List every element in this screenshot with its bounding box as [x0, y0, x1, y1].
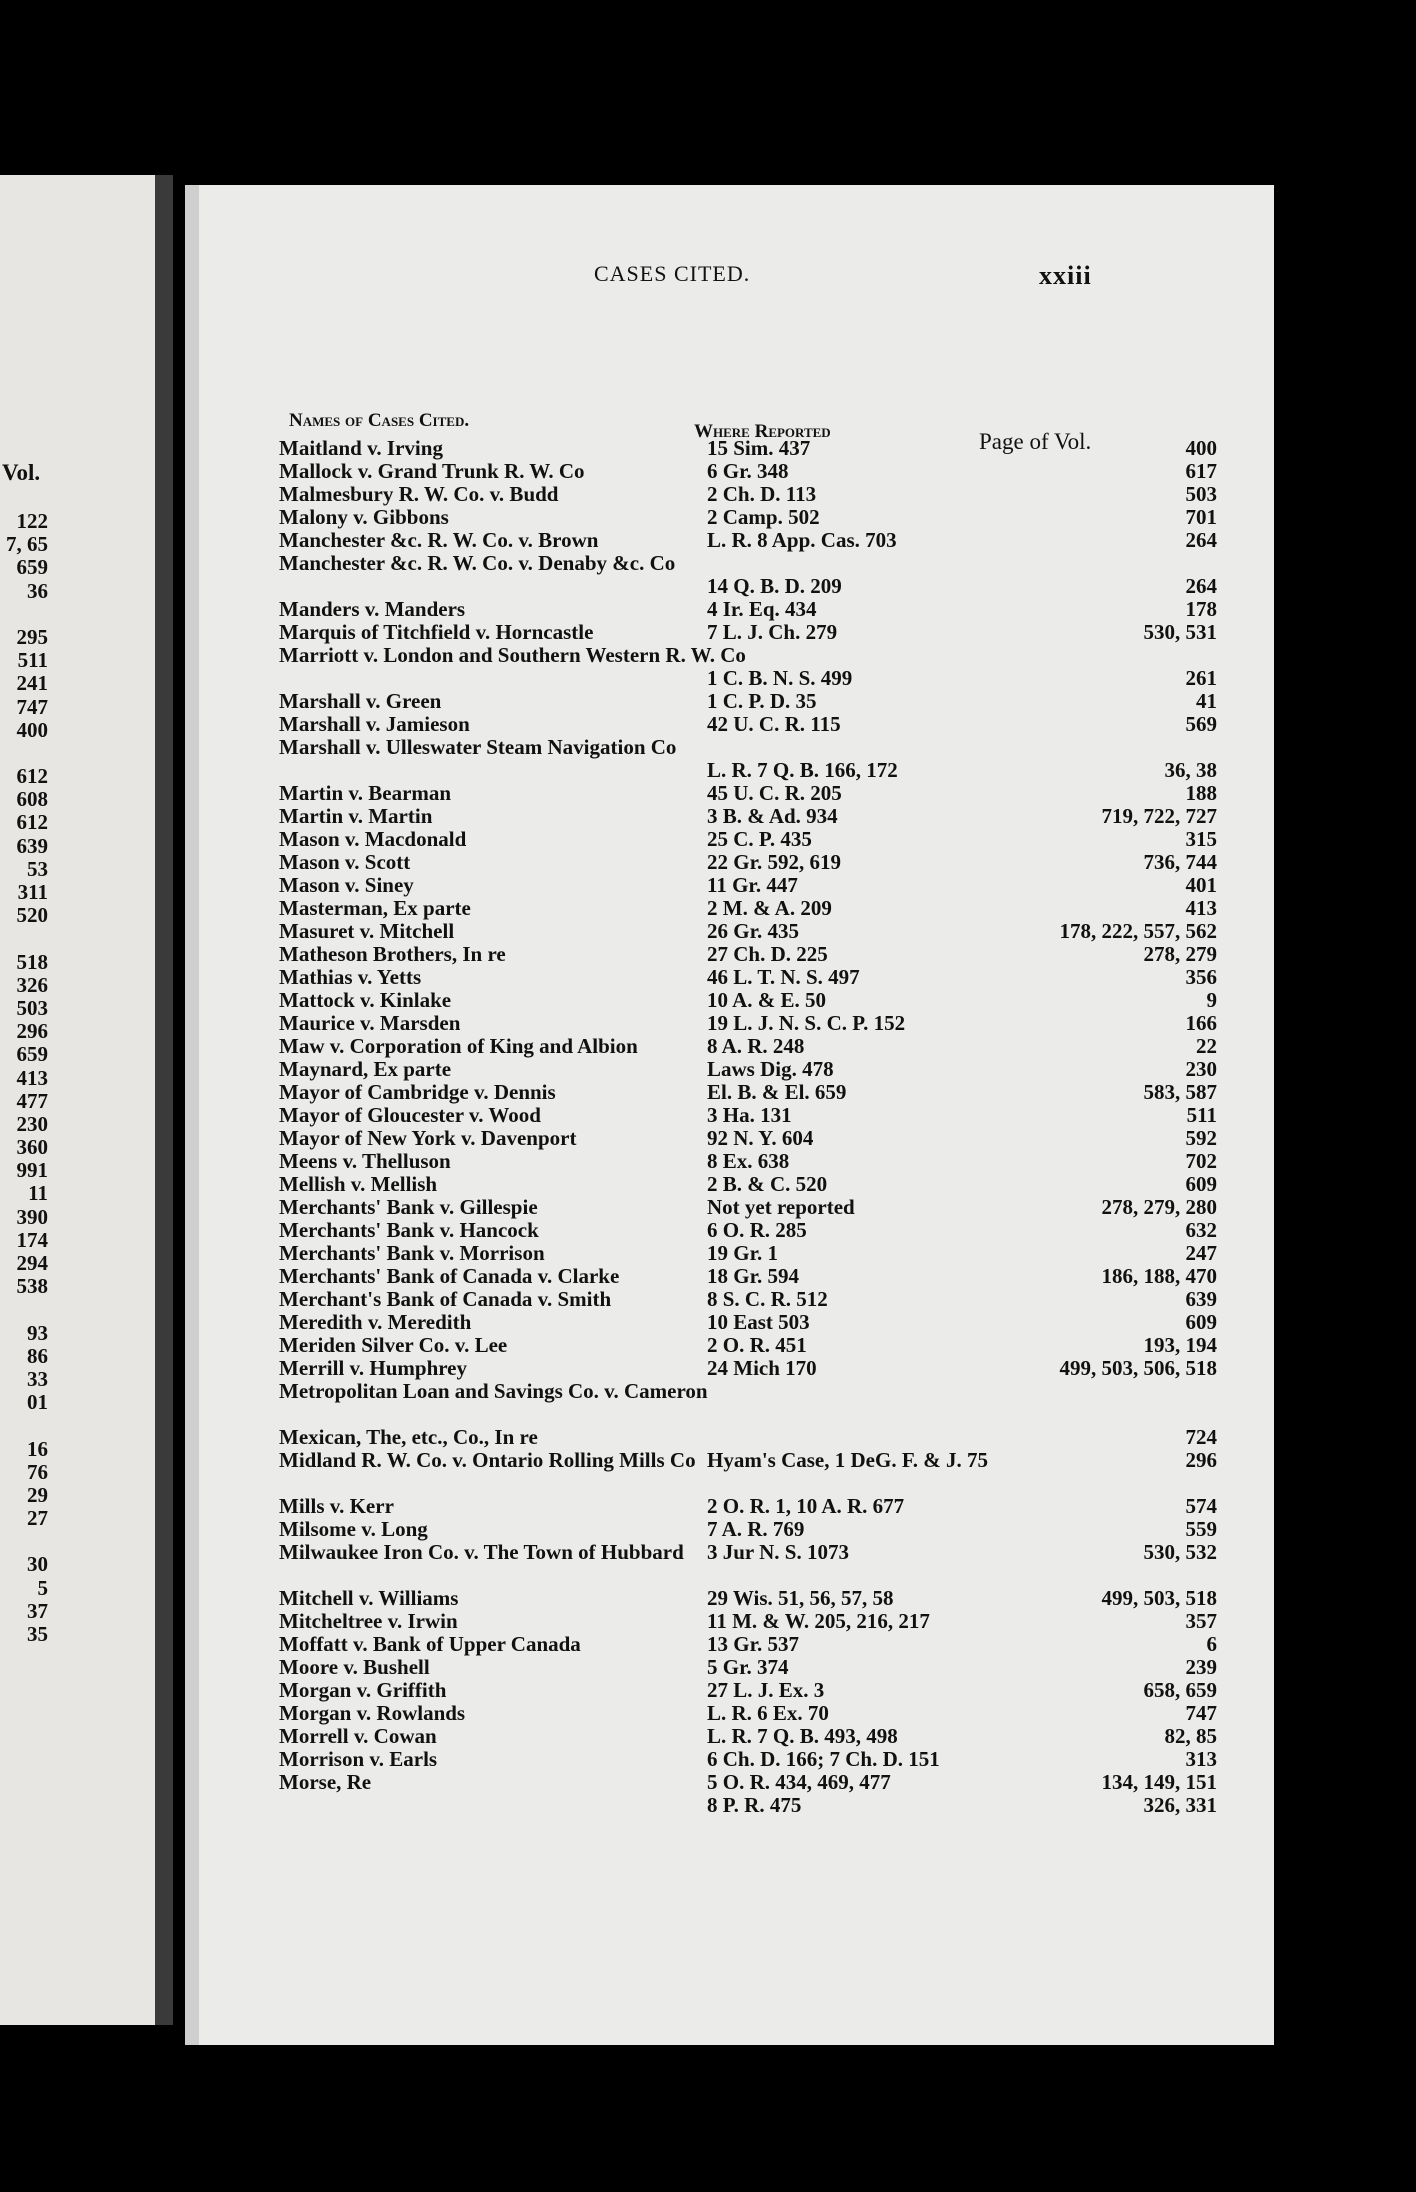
case-row: [279, 942, 1217, 966]
case-name: Mills v. Kerr: [279, 1494, 394, 1518]
case-row: [279, 988, 1217, 1012]
case-row: [279, 965, 1217, 989]
case-page-of-vol: 701: [1185, 505, 1217, 529]
case-page-of-vol: 499, 503, 506, 518: [1059, 1356, 1217, 1380]
facing-page-number: 390: [16, 1204, 48, 1229]
case-page-of-vol: 315: [1185, 827, 1217, 851]
case-where-reported: Laws Dig. 478: [707, 1057, 834, 1081]
case-row: [279, 1609, 1217, 1633]
case-row: [279, 735, 1217, 782]
facing-page-number: 503: [16, 995, 48, 1020]
case-row: [279, 1310, 1217, 1334]
case-page-of-vol: 724: [1185, 1425, 1217, 1449]
case-row: [279, 689, 1217, 713]
case-where-reported: Hyam's Case, 1 DeG. F. & J. 75: [707, 1448, 988, 1472]
case-where-reported: 6 O. R. 285: [707, 1218, 807, 1242]
case-where-reported: 26 Gr. 435: [707, 919, 799, 943]
facing-page-number: 76: [27, 1459, 48, 1484]
case-row: [279, 1380, 1209, 1426]
case-row: [279, 1586, 1217, 1610]
case-name: Martin v. Bearman: [279, 781, 452, 805]
case-name: Masterman, Ex parte: [279, 896, 471, 920]
case-where-reported: 7 L. J. Ch. 279: [707, 620, 838, 644]
case-page-of-vol: 41: [1196, 689, 1217, 713]
case-row: [279, 1540, 1217, 1587]
case-row: [279, 1425, 1217, 1449]
case-row: [279, 1356, 1217, 1380]
case-name: Moore v. Bushell: [279, 1655, 430, 1679]
case-name: Merchants' Bank of Canada v. Clarke: [279, 1264, 620, 1288]
case-page-of-vol: 278, 279: [1143, 942, 1217, 966]
case-page-of-vol: 239: [1185, 1655, 1217, 1679]
case-where-reported: 8 A. R. 248: [707, 1034, 805, 1058]
book-page: [185, 185, 1274, 2045]
case-where-reported: 4 Ir. Eq. 434: [707, 597, 817, 621]
facing-page-number: 11: [28, 1181, 48, 1206]
case-page-of-vol: 747: [1185, 1701, 1217, 1725]
case-name: Malmesbury R. W. Co. v. Budd: [279, 482, 559, 506]
facing-page-number: 747: [16, 694, 48, 719]
case-where-reported: 22 Gr. 592, 619: [707, 850, 841, 874]
case-page-of-vol: 357: [1185, 1609, 1217, 1633]
case-name: Mason v. Scott: [279, 850, 411, 874]
case-name: Martin v. Martin: [279, 804, 433, 828]
case-name: Marquis of Titchfield v. Horncastle: [279, 620, 594, 644]
case-where-reported: 7 A. R. 769: [707, 1517, 805, 1541]
case-page-of-vol: 530, 531: [1143, 620, 1217, 644]
case-row: [279, 459, 1217, 483]
facing-page-number: 93: [27, 1320, 48, 1345]
case-name: Malony v. Gibbons: [279, 505, 449, 529]
case-where-reported: 45 U. C. R. 205: [707, 781, 842, 805]
case-page-of-vol: 6: [1206, 1632, 1217, 1656]
case-name: Morrell v. Cowan: [279, 1724, 437, 1748]
case-name: Mayor of Gloucester v. Wood: [279, 1103, 541, 1127]
cases-table: [279, 436, 1217, 1817]
case-where-reported: 3 Jur N. S. 1073: [707, 1540, 849, 1564]
case-page-of-vol: 82, 85: [1164, 1724, 1217, 1748]
case-page-of-vol: 22: [1196, 1034, 1217, 1058]
case-row: [279, 1080, 1217, 1104]
case-name: Mason v. Macdonald: [279, 827, 467, 851]
case-where-reported: 24 Mich 170: [707, 1356, 817, 1380]
case-row: [279, 1701, 1217, 1725]
case-name: Moffatt v. Bank of Upper Canada: [279, 1632, 581, 1656]
case-name: Meens v. Thelluson: [279, 1149, 451, 1173]
case-row: [279, 1149, 1217, 1173]
facing-page-number: 538: [16, 1274, 48, 1299]
case-row: [279, 1632, 1217, 1656]
case-where-reported: 19 Gr. 1: [707, 1241, 778, 1265]
case-where-reported: 6 Gr. 348: [707, 459, 789, 483]
case-name: Matheson Brothers, In re: [279, 942, 506, 966]
case-name: Maitland v. Irving: [279, 436, 443, 460]
case-where-reported: 2 Camp. 502: [707, 505, 820, 529]
case-name: Masuret v. Mitchell: [279, 919, 455, 943]
case-name: Manchester &c. R. W. Co. v. Brown: [279, 528, 599, 552]
case-page-of-vol: 736, 744: [1143, 850, 1217, 874]
case-name: Marshall v. Green: [279, 689, 442, 713]
case-where-reported: 25 C. P. 435: [707, 827, 812, 851]
case-name: Merchants' Bank v. Gillespie: [279, 1195, 538, 1219]
case-page-of-vol: 413: [1185, 896, 1217, 920]
case-name: Mason v. Siney: [279, 873, 414, 897]
case-row: [279, 827, 1217, 851]
case-row: [279, 620, 1217, 644]
case-row: [279, 1655, 1217, 1679]
case-page-of-vol: 193, 194: [1143, 1333, 1217, 1357]
case-row: [279, 1264, 1217, 1288]
facing-page-number: 608: [16, 787, 48, 812]
case-where-reported: 15 Sim. 437: [707, 436, 811, 460]
case-name: Morgan v. Rowlands: [279, 1701, 466, 1725]
facing-page-number: 53: [27, 856, 48, 881]
facing-page-number: 413: [16, 1065, 48, 1090]
case-page-of-vol: 178, 222, 557, 562: [1059, 919, 1217, 943]
case-page-of-vol: 583, 587: [1143, 1080, 1217, 1104]
case-where-reported: El. B. & El. 659: [707, 1080, 847, 1104]
case-where-reported: 14 Q. B. D. 209: [707, 574, 842, 598]
facing-page-number: 122: [16, 509, 48, 533]
case-row: [279, 1103, 1217, 1127]
case-where-reported: 5 O. R. 434, 469, 477: [707, 1770, 891, 1794]
facing-page-number: 01: [27, 1390, 48, 1415]
case-name: Mallock v. Grand Trunk R. W. Co: [279, 459, 585, 483]
case-where-reported: 3 Ha. 131: [707, 1103, 792, 1127]
case-page-of-vol: 639: [1185, 1287, 1217, 1311]
case-name: Meriden Silver Co. v. Lee: [279, 1333, 508, 1357]
case-row: [279, 873, 1217, 897]
case-page-of-vol: 617: [1185, 459, 1217, 483]
case-row: [279, 850, 1217, 874]
facing-page-number: [0, 742, 48, 765]
case-where-reported: 2 M. & A. 209: [707, 896, 832, 920]
case-page-of-vol: 247: [1185, 1241, 1217, 1265]
case-where-reported: 1 C. P. D. 35: [707, 689, 817, 713]
case-where-reported: 8 P. R. 475: [707, 1793, 802, 1817]
case-page-of-vol: 188: [1185, 781, 1217, 805]
facing-page-number: [0, 1530, 48, 1553]
case-where-reported: 18 Gr. 594: [707, 1264, 799, 1288]
case-where-reported: L. R. 7 Q. B. 493, 498: [707, 1724, 898, 1748]
case-row: [279, 1218, 1217, 1242]
case-row: [279, 919, 1217, 943]
case-name: Mayor of New York v. Davenport: [279, 1126, 577, 1150]
case-row: [279, 528, 1217, 552]
case-page-of-vol: 261: [1185, 666, 1217, 690]
case-where-reported: 10 East 503: [707, 1310, 810, 1334]
case-page-of-vol: 719, 722, 727: [1101, 804, 1217, 828]
case-page-of-vol: 134, 149, 151: [1101, 1770, 1217, 1794]
case-row: [279, 1678, 1217, 1702]
case-row: [279, 1287, 1217, 1311]
case-name: Mayor of Cambridge v. Dennis: [279, 1080, 556, 1104]
case-row: [279, 1034, 1217, 1058]
case-where-reported: 6 Ch. D. 166; 7 Ch. D. 151: [707, 1747, 940, 1771]
facing-page-number: 400: [16, 717, 48, 742]
case-name: Marriott v. London and Southern Western R. W. Co: [279, 643, 746, 667]
facing-page-number: 33: [27, 1366, 48, 1391]
case-where-reported: 92 N. Y. 604: [707, 1126, 814, 1150]
case-row: [279, 643, 1217, 690]
facing-page-number: 7, 65: [6, 532, 48, 557]
case-page-of-vol: 499, 503, 518: [1101, 1586, 1217, 1610]
case-name: Milsome v. Long: [279, 1517, 428, 1541]
case-row: [279, 1494, 1217, 1518]
case-name: Morse, Re: [279, 1770, 372, 1794]
facing-page-number: 37: [27, 1598, 48, 1623]
case-row: [279, 1333, 1217, 1357]
page-title: CASES CITED.: [594, 261, 751, 286]
facing-page-number: 29: [27, 1482, 48, 1507]
case-row: [279, 781, 1217, 805]
column-header-where: Where Reported: [694, 421, 831, 442]
facing-page-number: 30: [27, 1552, 48, 1577]
case-where-reported: 1 C. B. N. S. 499: [707, 666, 853, 690]
case-name: Metropolitan Loan and Savings Co. v. Cameron: [279, 1379, 708, 1403]
case-row: [279, 1747, 1217, 1771]
case-page-of-vol: 569: [1185, 712, 1217, 736]
case-row: [279, 1770, 1217, 1794]
case-page-of-vol: 186, 188, 470: [1101, 1264, 1217, 1288]
case-name: Maw v. Corporation of King and Albion: [279, 1034, 638, 1058]
case-name: Maynard, Ex parte: [279, 1057, 452, 1081]
case-page-of-vol: 702: [1185, 1149, 1217, 1173]
case-page-of-vol: 511: [1186, 1103, 1217, 1127]
case-where-reported: Not yet reported: [707, 1195, 855, 1219]
case-where-reported: 8 S. C. R. 512: [707, 1287, 828, 1311]
case-page-of-vol: 401: [1185, 873, 1217, 897]
case-page-of-vol: 609: [1185, 1310, 1217, 1334]
facing-page-number: 639: [16, 833, 48, 858]
case-name: Meredith v. Meredith: [279, 1310, 472, 1334]
case-row: [279, 1241, 1217, 1265]
case-where-reported: 27 Ch. D. 225: [707, 942, 828, 966]
case-where-reported: 2 O. R. 451: [707, 1333, 807, 1357]
facing-page-number: 511: [17, 648, 48, 673]
case-name: Mattock v. Kinlake: [279, 988, 452, 1012]
facing-page-number: 294: [16, 1251, 48, 1275]
case-name: Merrill v. Humphrey: [279, 1356, 468, 1380]
case-page-of-vol: 166: [1185, 1011, 1217, 1035]
case-page-of-vol: 530, 532: [1143, 1540, 1217, 1564]
case-row: [279, 1172, 1217, 1196]
facing-page-number: 86: [27, 1343, 48, 1368]
case-page-of-vol: 559: [1185, 1517, 1217, 1541]
case-row: [279, 1126, 1217, 1150]
case-row: [279, 1724, 1217, 1748]
case-row: [279, 482, 1217, 506]
case-page-of-vol: 326, 331: [1143, 1793, 1217, 1817]
case-where-reported: L. R. 8 App. Cas. 703: [707, 528, 897, 552]
case-where-reported: 42 U. C. R. 115: [707, 712, 841, 736]
case-page-of-vol: 264: [1185, 574, 1217, 598]
case-where-reported: 46 L. T. N. S. 497: [707, 965, 860, 989]
case-page-of-vol: 632: [1185, 1218, 1217, 1242]
case-name: Manders v. Manders: [279, 597, 466, 621]
case-page-of-vol: 9: [1206, 988, 1217, 1012]
facing-page-number: [0, 603, 48, 626]
facing-page-number: 477: [16, 1088, 48, 1113]
case-page-of-vol: 264: [1185, 528, 1217, 552]
case-name: Mathias v. Yetts: [279, 965, 422, 989]
case-where-reported: L. R. 7 Q. B. 166, 172: [707, 758, 898, 782]
case-where-reported: 2 B. & C. 520: [707, 1172, 828, 1196]
case-name: Marshall v. Jamieson: [279, 712, 470, 736]
case-name: Mellish v. Mellish: [279, 1172, 438, 1196]
facing-page-numbers: [0, 510, 48, 1646]
case-row: [279, 1448, 1217, 1495]
facing-page-number: 295: [16, 624, 48, 649]
case-page-of-vol: 356: [1185, 965, 1217, 989]
case-page-of-vol: 230: [1185, 1057, 1217, 1081]
facing-page-number: [0, 927, 48, 950]
facing-page-number: 991: [16, 1158, 48, 1183]
facing-page-number: 659: [16, 555, 48, 580]
case-where-reported: 19 L. J. N. S. C. P. 152: [707, 1011, 906, 1035]
case-row: [279, 1793, 1217, 1817]
case-name: Mitchell v. Williams: [279, 1586, 459, 1610]
case-page-of-vol: 278, 279, 280: [1101, 1195, 1217, 1219]
page-number: xxiii: [1039, 261, 1092, 290]
case-where-reported: 2 Ch. D. 113: [707, 482, 817, 506]
facing-page-number: 27: [27, 1506, 48, 1531]
facing-page-number: 230: [16, 1111, 48, 1136]
facing-page-number: 36: [27, 578, 48, 603]
case-page-of-vol: 296: [1185, 1448, 1217, 1472]
case-row: [279, 1011, 1217, 1035]
case-where-reported: 13 Gr. 537: [707, 1632, 799, 1656]
case-page-of-vol: 592: [1185, 1126, 1217, 1150]
facing-page-number: [0, 1414, 48, 1437]
case-row: [279, 551, 1217, 598]
case-name: Merchant's Bank of Canada v. Smith: [279, 1287, 612, 1311]
case-page-of-vol: 503: [1185, 482, 1217, 506]
facing-page-number: 16: [27, 1436, 48, 1461]
facing-page-number: 35: [27, 1622, 48, 1646]
facing-page-number: 518: [16, 949, 48, 974]
case-where-reported: 5 Gr. 374: [707, 1655, 789, 1679]
case-name: Milwaukee Iron Co. v. The Town of Hubbard: [279, 1540, 684, 1564]
case-where-reported: 27 L. J. Ex. 3: [707, 1678, 825, 1702]
facing-page-number: 311: [17, 880, 48, 904]
case-where-reported: 11 M. & W. 205, 216, 217: [707, 1609, 930, 1633]
case-name: Morrison v. Earls: [279, 1747, 438, 1771]
facing-page-number: 612: [16, 810, 48, 835]
facing-page-number: 326: [16, 972, 48, 997]
case-row: [279, 804, 1217, 828]
case-page-of-vol: 313: [1185, 1747, 1217, 1771]
case-where-reported: 29 Wis. 51, 56, 57, 58: [707, 1586, 894, 1610]
case-where-reported: 2 O. R. 1, 10 A. R. 677: [707, 1494, 905, 1518]
case-page-of-vol: 178: [1185, 597, 1217, 621]
case-page-of-vol: 400: [1185, 436, 1217, 460]
case-row: [279, 1517, 1217, 1541]
case-name: Maurice v. Marsden: [279, 1011, 461, 1035]
case-name: Mexican, The, etc., Co., In re: [279, 1425, 538, 1449]
case-name: Merchants' Bank v. Morrison: [279, 1241, 545, 1265]
facing-page-number: 360: [16, 1135, 48, 1160]
case-where-reported: 3 B. & Ad. 934: [707, 804, 838, 828]
case-row: [279, 1195, 1217, 1219]
case-row: [279, 597, 1217, 621]
case-where-reported: L. R. 6 Ex. 70: [707, 1701, 829, 1725]
facing-page-number: 241: [16, 671, 48, 696]
case-row: [279, 436, 1217, 460]
column-header-names: Names of Cases Cited.: [289, 410, 470, 431]
facing-page-number: [0, 1298, 48, 1321]
facing-page-fragment: [0, 175, 173, 2025]
column-header-page: Page of Vol.: [979, 429, 1092, 454]
facing-page-number: 296: [16, 1019, 48, 1044]
facing-page-vol-label: Vol.: [2, 460, 41, 485]
case-name: Manchester &c. R. W. Co. v. Denaby &c. Co: [279, 551, 676, 575]
case-where-reported: 8 Ex. 638: [707, 1149, 790, 1173]
case-row: [279, 896, 1217, 920]
facing-page-number: 520: [16, 903, 48, 928]
facing-page-number: 5: [37, 1575, 48, 1600]
case-where-reported: 11 Gr. 447: [707, 873, 798, 897]
case-row: [279, 712, 1217, 736]
case-page-of-vol: 574: [1185, 1494, 1217, 1518]
case-page-of-vol: 609: [1185, 1172, 1217, 1196]
case-row: [279, 505, 1217, 529]
case-name: Midland R. W. Co. v. Ontario Rolling Mills Co: [279, 1448, 696, 1472]
case-row: [279, 1057, 1217, 1081]
facing-page-number: 612: [16, 764, 48, 789]
case-where-reported: 10 A. & E. 50: [707, 988, 827, 1012]
case-name: Morgan v. Griffith: [279, 1678, 447, 1702]
facing-page-number: 659: [16, 1042, 48, 1067]
case-name: Marshall v. Ulleswater Steam Navigation Co: [279, 735, 677, 759]
case-page-of-vol: 36, 38: [1164, 758, 1217, 782]
case-name: Merchants' Bank v. Hancock: [279, 1218, 539, 1242]
facing-page-number: 174: [16, 1227, 48, 1252]
case-name: Mitcheltree v. Irwin: [279, 1609, 458, 1633]
case-page-of-vol: 658, 659: [1143, 1678, 1217, 1702]
